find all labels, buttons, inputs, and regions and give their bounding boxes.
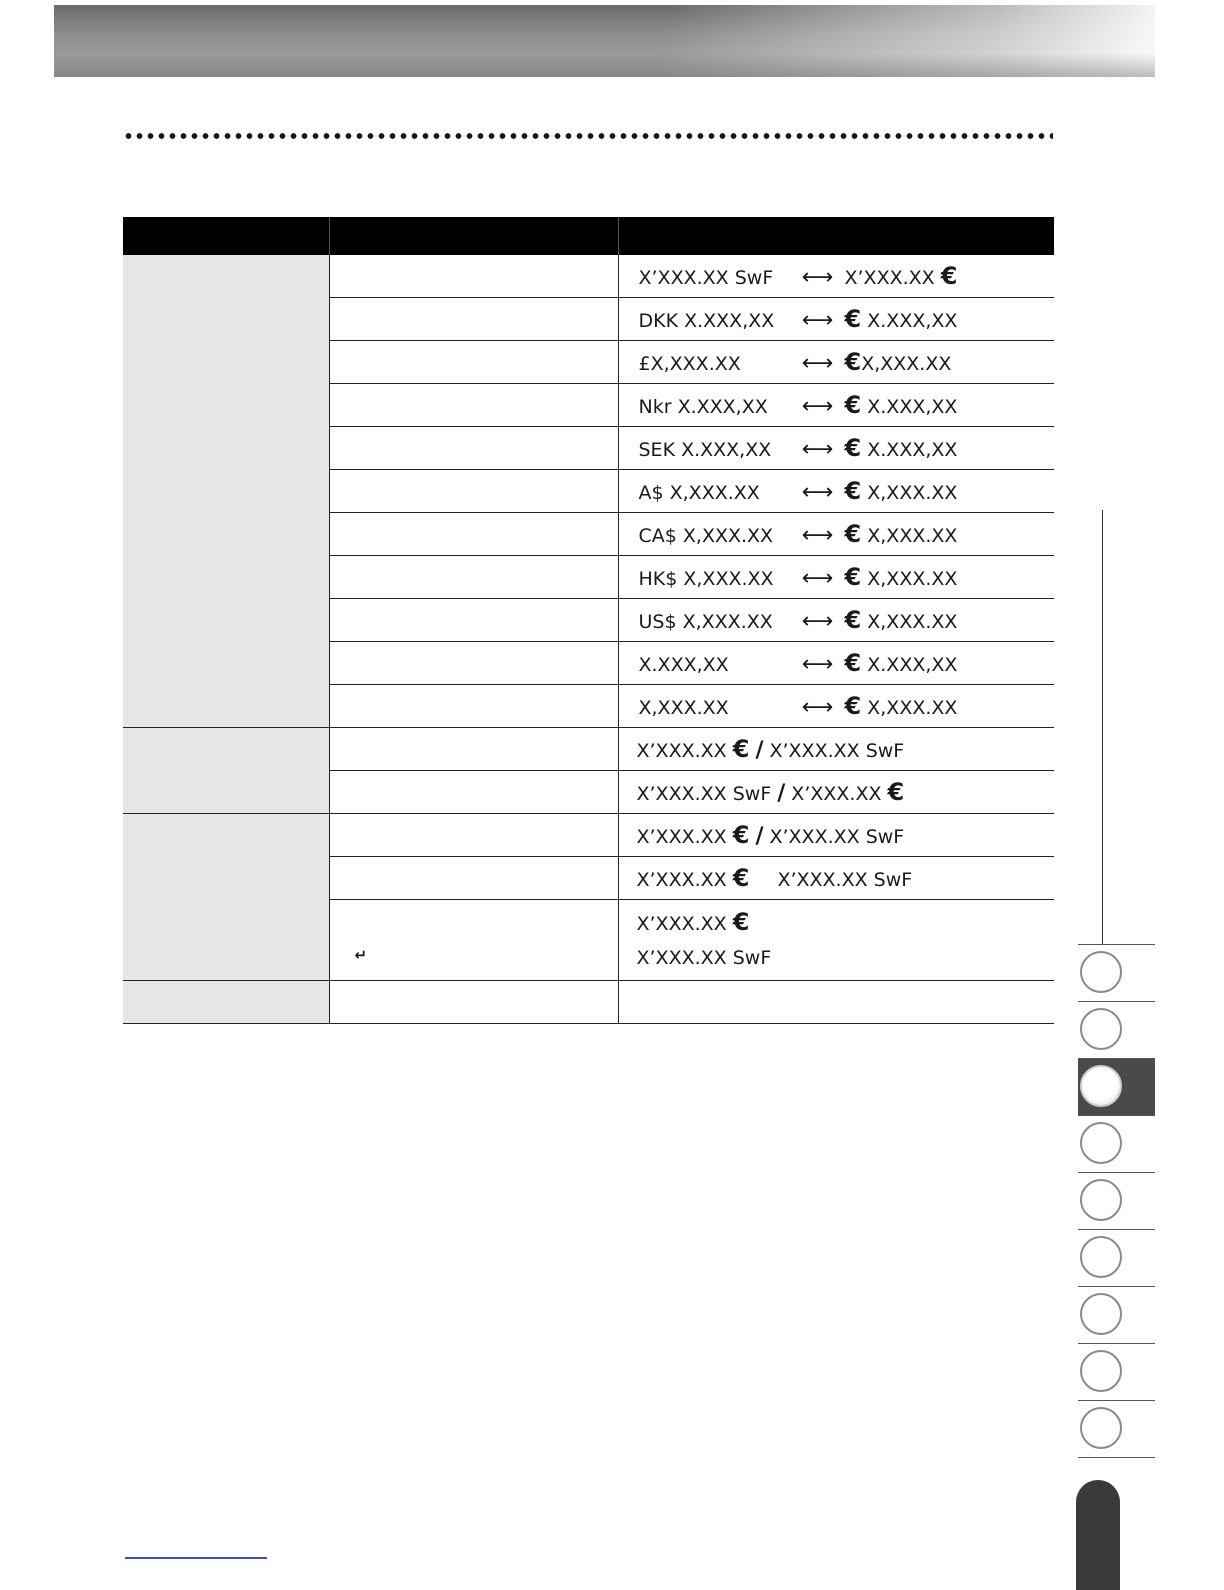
example-cell <box>618 900 1054 981</box>
example-cell <box>618 556 1054 599</box>
slash-separator: / <box>755 824 764 849</box>
euro-icon: € <box>732 821 750 849</box>
example-second: X’XXX.XX SwF <box>769 740 905 762</box>
table-header-row <box>123 217 1054 255</box>
example-line-1: X’XXX.XX <box>636 913 727 935</box>
example-left: £X,XXX.XX <box>638 353 741 375</box>
example-cell <box>618 728 1054 771</box>
chapter-tab-circle <box>1080 1065 1122 1107</box>
euro-icon: € <box>732 864 750 892</box>
value-cell <box>329 513 618 556</box>
group-cell-order <box>123 728 329 814</box>
euro-icon: € <box>844 606 862 634</box>
group-cell-last <box>123 981 329 1024</box>
euro-icon: € <box>844 348 862 376</box>
example-right: X,XXX.XX <box>867 482 958 504</box>
example-cell <box>618 341 1054 384</box>
example-left: CA$ X,XXX.XX <box>638 525 774 547</box>
example-right: X.XXX,XX <box>867 396 958 418</box>
value-cell <box>329 685 618 728</box>
group-cell-separator <box>123 814 329 981</box>
euro-icon: € <box>844 649 862 677</box>
value-cell <box>329 728 618 771</box>
euro-icon: € <box>844 692 862 720</box>
example-left: HK$ X,XXX.XX <box>638 568 774 590</box>
value-cell <box>329 857 618 900</box>
double-arrow-icon: ⟷ <box>801 351 834 376</box>
euro-icon: € <box>732 735 750 763</box>
example-second: X’XXX.XX SwF <box>769 826 905 848</box>
side-vertical-rule <box>1102 510 1103 945</box>
example-left: DKK X.XXX,XX <box>638 310 775 332</box>
example-right: X,XXX.XX <box>867 568 958 590</box>
example-cell <box>618 427 1054 470</box>
example-right: X’XXX.XX <box>844 267 935 289</box>
value-cell <box>329 341 618 384</box>
value-cell <box>329 470 618 513</box>
value-cell <box>329 900 618 981</box>
example-left: X,XXX.XX <box>638 697 729 719</box>
chapter-tab[interactable] <box>1078 1001 1155 1058</box>
example-cell <box>618 384 1054 427</box>
example-right: X.XXX,XX <box>867 654 958 676</box>
dotted-rule <box>123 132 1053 140</box>
chapter-tab-active[interactable] <box>1078 1058 1155 1115</box>
euro-icon: € <box>887 778 905 806</box>
double-arrow-icon: ⟷ <box>801 523 834 548</box>
example-cell <box>618 298 1054 341</box>
page-number-tab <box>1076 1480 1120 1590</box>
value-cell <box>329 771 618 814</box>
header-cell-attribute <box>123 217 329 255</box>
example-first: X’XXX.XX <box>636 869 727 891</box>
example-cell <box>618 771 1054 814</box>
header-band <box>54 5 1155 77</box>
example-left: X.XXX,XX <box>638 654 729 676</box>
table-row <box>123 255 1054 298</box>
double-arrow-icon: ⟷ <box>801 566 834 591</box>
chapter-tab-circle <box>1080 1122 1122 1164</box>
double-arrow-icon: ⟷ <box>801 480 834 505</box>
chapter-tab-circle <box>1080 1407 1122 1449</box>
slash-separator: / <box>777 781 786 806</box>
chapter-tab[interactable] <box>1078 1286 1155 1343</box>
header-cell-value <box>329 217 618 255</box>
example-cell <box>618 599 1054 642</box>
chapter-tab-circle <box>1080 1293 1122 1335</box>
euro-icon: € <box>844 520 862 548</box>
value-cell <box>329 642 618 685</box>
example-right: X,XXX.XX <box>867 611 958 633</box>
example-cell <box>618 685 1054 728</box>
table-row <box>123 728 1054 771</box>
example-cell <box>618 513 1054 556</box>
example-first: X’XXX.XX <box>636 740 727 762</box>
chapter-tab[interactable] <box>1078 1115 1155 1172</box>
value-cell <box>329 599 618 642</box>
double-arrow-icon: ⟷ <box>801 437 834 462</box>
chapter-tab-circle <box>1080 1179 1122 1221</box>
value-cell <box>329 981 618 1024</box>
example-second: X’XXX.XX <box>791 783 882 805</box>
euro-icon: € <box>940 262 958 290</box>
value-cell <box>329 298 618 341</box>
example-right: X,XXX.XX <box>867 525 958 547</box>
example-right: X,XXX.XX <box>867 697 958 719</box>
chapter-tab[interactable] <box>1078 944 1155 1001</box>
table-row <box>123 981 1054 1024</box>
table-row <box>123 814 1054 857</box>
double-arrow-icon: ⟷ <box>801 265 834 290</box>
example-cell <box>618 470 1054 513</box>
value-cell <box>329 556 618 599</box>
euro-icon: € <box>844 477 862 505</box>
example-cell <box>618 255 1054 298</box>
euro-icon: € <box>844 563 862 591</box>
example-left: X’XXX.XX SwF <box>638 267 774 289</box>
example-first: X’XXX.XX <box>636 826 727 848</box>
example-cell <box>618 814 1054 857</box>
example-right: X.XXX,XX <box>867 310 958 332</box>
header-cell-example <box>618 217 1054 255</box>
value-cell <box>329 814 618 857</box>
example-cell <box>618 642 1054 685</box>
chapter-tab-circle <box>1080 951 1122 993</box>
example-first: X’XXX.XX SwF <box>636 783 772 805</box>
value-cell <box>329 427 618 470</box>
chapter-tab-circle <box>1080 1008 1122 1050</box>
double-arrow-icon: ⟷ <box>801 695 834 720</box>
header-shade <box>54 53 1155 77</box>
euro-icon: € <box>844 391 862 419</box>
footer-link-underline[interactable] <box>125 1557 267 1559</box>
group-cell-currency <box>123 255 329 728</box>
value-cell <box>329 384 618 427</box>
double-arrow-icon: ⟷ <box>801 308 834 333</box>
currency-table <box>123 217 1054 1024</box>
example-cell <box>618 857 1054 900</box>
value-cell <box>329 255 618 298</box>
chapter-tab-circle <box>1080 1350 1122 1392</box>
double-arrow-icon: ⟷ <box>801 652 834 677</box>
example-line-2: X’XXX.XX SwF <box>636 947 772 969</box>
chapter-tab[interactable] <box>1078 1400 1155 1458</box>
euro-icon: € <box>844 434 862 462</box>
example-left: A$ X,XXX.XX <box>638 482 760 504</box>
example-cell <box>618 981 1054 1024</box>
double-arrow-icon: ⟷ <box>801 609 834 634</box>
chapter-tab[interactable] <box>1078 1343 1155 1400</box>
enter-return-icon: ↵ <box>354 946 368 964</box>
example-second: X’XXX.XX SwF <box>777 869 913 891</box>
euro-icon: € <box>732 908 750 936</box>
chapter-tab-circle <box>1080 1236 1122 1278</box>
chapter-tab[interactable] <box>1078 1172 1155 1229</box>
slash-separator: / <box>755 738 764 763</box>
double-arrow-icon: ⟷ <box>801 394 834 419</box>
example-left: US$ X,XXX.XX <box>638 611 773 633</box>
example-left: SEK X.XXX,XX <box>638 439 772 461</box>
euro-icon: € <box>844 305 862 333</box>
example-left: Nkr X.XXX,XX <box>638 396 768 418</box>
example-right: X.XXX,XX <box>867 439 958 461</box>
example-right: X,XXX.XX <box>861 353 952 375</box>
chapter-tab[interactable] <box>1078 1229 1155 1286</box>
